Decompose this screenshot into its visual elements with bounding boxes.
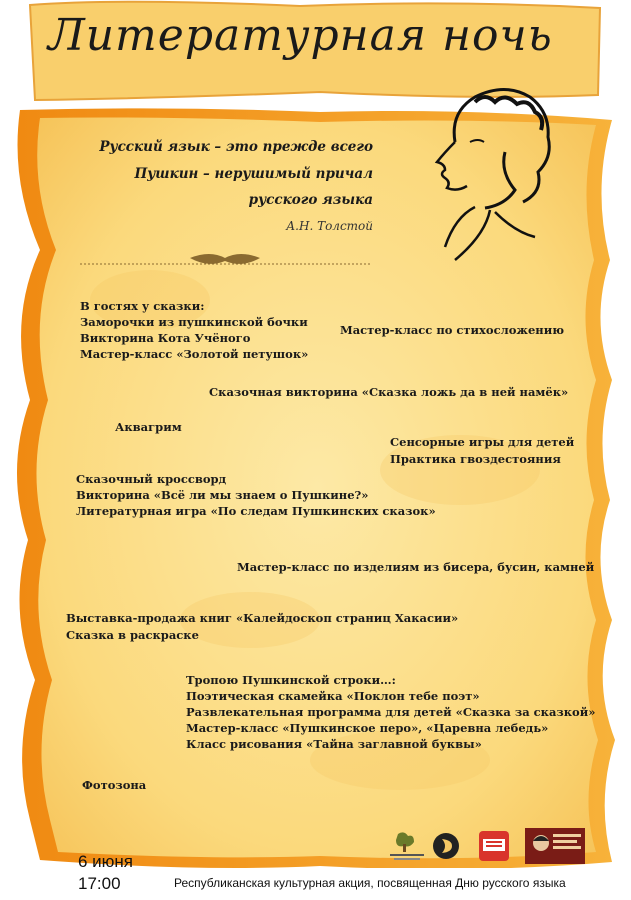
circle-logo-icon (432, 832, 460, 860)
page-title: Литературная ночь (48, 10, 553, 61)
program-item: Сказочный кроссворд (76, 472, 227, 486)
program-item: Литературная игра «По следам Пушкинских сказок» (76, 504, 436, 518)
program-item: Практика гвоздестояния (390, 452, 561, 466)
tree-logo-icon (384, 830, 430, 862)
program-item: Викторина Кота Учёного (80, 331, 251, 345)
program-item: Класс рисования «Тайна заглавной буквы» (186, 737, 482, 751)
program-item: Мастер-класс по изделиям из бисера, бусин, камней (237, 560, 595, 574)
quote-line-3: русского языка (248, 192, 373, 208)
theater-logo-icon (478, 830, 510, 862)
footer-caption: Республиканская культурная акция, посвященная Дню русского языка (174, 876, 566, 890)
program-item: Поэтическая скамейка «Поклон тебе поэт» (186, 689, 480, 703)
portrait-logo-icon (525, 828, 585, 864)
program-item: Сказка в раскраске (66, 628, 199, 642)
program-item: Выставка-продажа книг «Калейдоскоп страниц Хакасии» (66, 611, 459, 625)
program-item: Мастер-класс по стихосложению (340, 323, 565, 337)
program-item: Мастер-класс «Золотой петушок» (80, 347, 309, 361)
program-item: Викторина «Всё ли мы знаем о Пушкине?» (76, 488, 369, 502)
program-item: Фотозона (82, 778, 147, 792)
event-time: 17:00 (78, 874, 121, 893)
program-item: В гостях у сказки: (80, 299, 205, 313)
program-item: Сенсорные игры для детей (390, 435, 575, 449)
quote-line-2: Пушкин – нерушимый причал (134, 166, 373, 182)
pushkin-portrait-icon (415, 82, 565, 267)
quote-line-1: Русский язык – это прежде всего (99, 139, 373, 155)
program-item: Тропою Пушкинской строки…: (186, 673, 396, 687)
program-item: Заморочки из пушкинской бочки (80, 315, 308, 329)
quote-author: А.Н. Толстой (286, 219, 373, 233)
event-date: 6 июня (78, 852, 134, 871)
program-item: Мастер-класс «Пушкинское перо», «Царевна лебедь» (186, 721, 549, 735)
program-item: Сказочная викторина «Сказка ложь да в ней намёк» (209, 385, 569, 399)
program-item: Аквагрим (115, 420, 182, 434)
program-item: Развлекательная программа для детей «Сказка за сказкой» (186, 705, 596, 719)
